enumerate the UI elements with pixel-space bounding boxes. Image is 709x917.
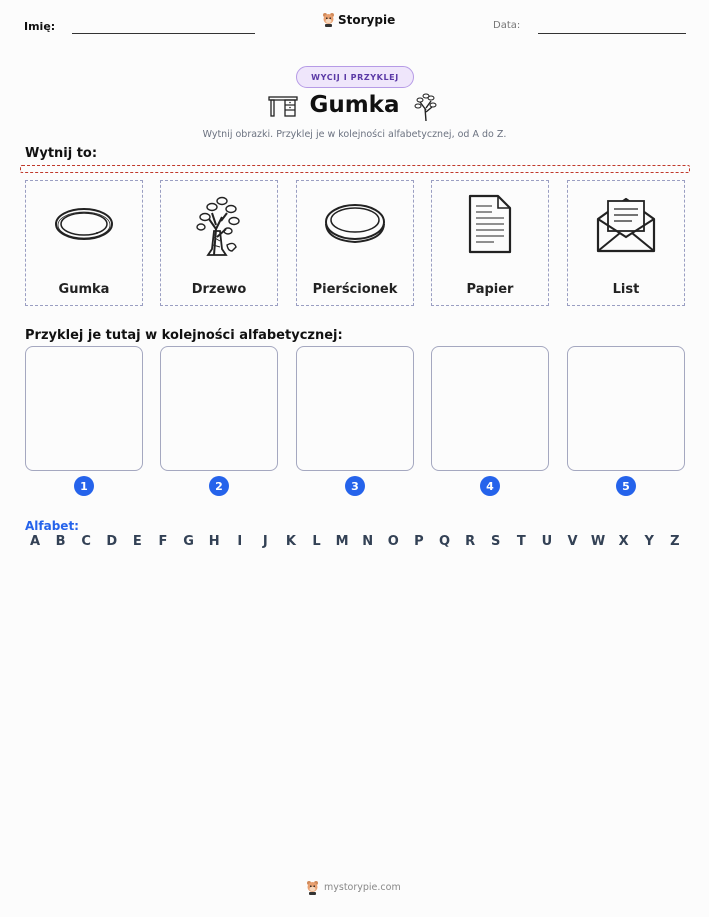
paste-section-title: Przyklej je tutaj w kolejności alfabetycznej: — [25, 328, 343, 343]
alphabet-letter: Z — [670, 534, 680, 549]
date-line — [538, 33, 686, 34]
footer-url: mystorypie.com — [324, 882, 401, 893]
alphabet-letter: E — [132, 534, 142, 549]
slot-number-2: 2 — [209, 476, 229, 496]
cut-card-pierscionek[interactable] — [296, 180, 414, 306]
worksheet-type-badge: WYCIJ I PRZYKLEJ — [296, 66, 414, 88]
alphabet-letter: I — [237, 534, 243, 549]
alphabet-letter: Y — [644, 534, 654, 549]
alphabet-letter: F — [158, 534, 168, 549]
envelope-icon — [594, 193, 658, 255]
instructions: Wytnij obrazki. Przyklej je w kolejności alfabetycznej, od A do Z. — [202, 129, 507, 140]
alphabet-row — [25, 534, 685, 549]
tree-icon — [192, 191, 246, 257]
cut-card-gumka[interactable] — [25, 180, 143, 306]
paste-slot-3[interactable] — [296, 346, 414, 471]
alphabet-letter: W — [590, 534, 606, 549]
slot-number-1: 1 — [74, 476, 94, 496]
alphabet-letter: D — [106, 534, 118, 549]
alphabet-letter: J — [262, 534, 268, 549]
alphabet-letter: T — [516, 534, 526, 549]
paste-slot-1[interactable] — [25, 346, 143, 471]
alphabet-letter: G — [183, 534, 194, 549]
alphabet-letter: H — [208, 534, 220, 549]
ring-icon — [323, 200, 387, 248]
slot-number-4: 4 — [480, 476, 500, 496]
alphabet-letter: S — [491, 534, 501, 549]
alphabet-letter: R — [465, 534, 476, 549]
alphabet-letter: B — [55, 534, 66, 549]
alphabet-letter: Q — [438, 534, 451, 549]
footer — [306, 880, 401, 895]
cut-section-title: Wytnij to: — [25, 146, 98, 161]
name-line — [72, 33, 255, 34]
alphabet-letter: V — [567, 534, 578, 549]
storypie-mascot-icon — [306, 880, 319, 895]
alphabet-letter: P — [414, 534, 424, 549]
slot-number-5: 5 — [616, 476, 636, 496]
cut-card-papier[interactable] — [431, 180, 549, 306]
paste-slot-2[interactable] — [160, 346, 278, 471]
tree-decor-icon — [414, 92, 438, 122]
paste-slot-5[interactable] — [567, 346, 685, 471]
alphabet-title: Alfabet: — [25, 519, 79, 533]
name-label: Imię: — [24, 20, 56, 33]
alphabet-letter: L — [312, 534, 321, 549]
rubber-band-icon — [53, 204, 115, 244]
alphabet-letter: X — [618, 534, 629, 549]
storypie-mascot-icon — [322, 12, 335, 27]
alphabet-letter: O — [387, 534, 399, 549]
card-label: Drzewo — [191, 282, 247, 297]
card-label: Pierścionek — [312, 282, 398, 297]
paper-icon — [464, 192, 516, 256]
slot-number-3: 3 — [345, 476, 365, 496]
brand-logo — [322, 12, 395, 27]
page-title: Gumka — [309, 92, 400, 118]
brand-name: Storypie — [338, 12, 396, 27]
card-label: Gumka — [58, 282, 110, 297]
paste-slot-4[interactable] — [431, 346, 549, 471]
alphabet-letter: K — [285, 534, 296, 549]
card-label: List — [612, 282, 640, 297]
alphabet-letter: U — [541, 534, 553, 549]
cut-card-list[interactable] — [567, 180, 685, 306]
cut-guide-line — [20, 165, 690, 173]
card-label: Papier — [466, 282, 514, 297]
alphabet-letter: C — [81, 534, 91, 549]
cut-card-drzewo[interactable] — [160, 180, 278, 306]
date-label: Data: — [493, 20, 521, 31]
alphabet-letter: N — [362, 534, 374, 549]
alphabet-letter: M — [335, 534, 349, 549]
alphabet-letter: A — [29, 534, 41, 549]
